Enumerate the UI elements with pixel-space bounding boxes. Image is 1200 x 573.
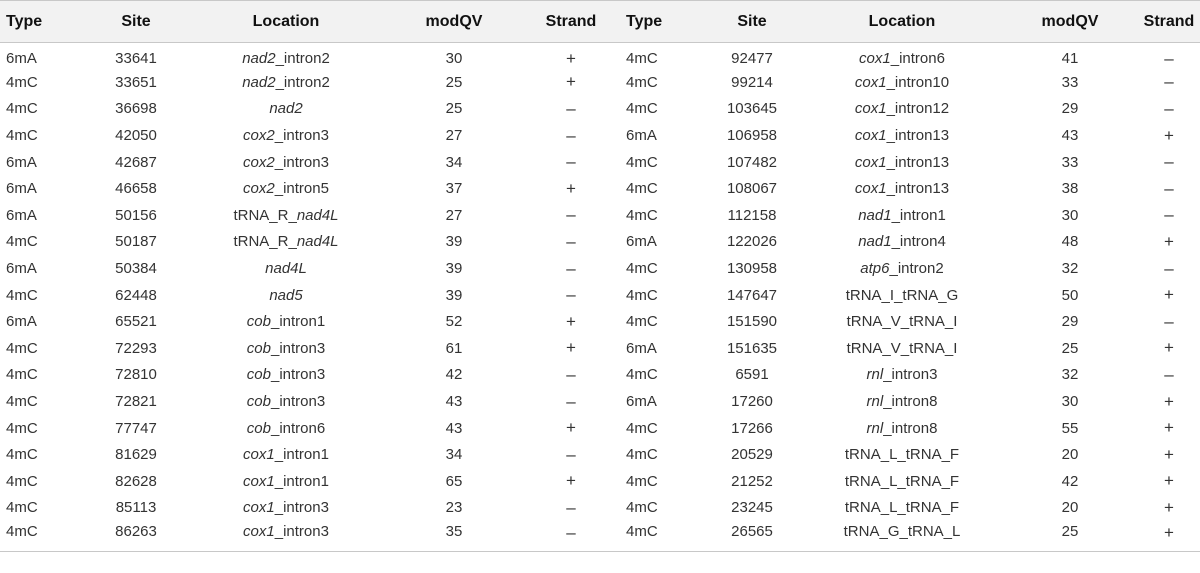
location-prefix: tRNA_V_tRNA_I: [846, 313, 958, 331]
cell-modqv: 30: [445, 50, 463, 68]
table-row: [0, 415, 1200, 442]
cell-strand: –: [1164, 98, 1174, 118]
location-gene: rnl: [866, 419, 884, 437]
location-suffix: _intron6: [890, 50, 945, 68]
cell-location: [802, 229, 1002, 256]
cell-site: 50384: [115, 260, 157, 278]
cell-modqv: 39: [445, 233, 463, 251]
cell-site: 72821: [115, 393, 157, 411]
cell-location: [802, 282, 1002, 309]
cell-type: 4mC: [6, 100, 38, 118]
cell-strand: +: [566, 72, 576, 92]
location-gene: cox1: [854, 100, 887, 118]
cell-strand: –: [1164, 364, 1174, 384]
cell-modqv: 33: [1061, 73, 1079, 91]
cell-modqv: 55: [1061, 419, 1079, 437]
cell-modqv: 25: [445, 100, 463, 118]
location-suffix: _intron10: [886, 73, 950, 91]
cell-strand: +: [1138, 521, 1200, 551]
cell-site: 21252: [731, 472, 773, 490]
cell-type: 4mC: [6, 393, 38, 411]
table-row: [0, 122, 1200, 149]
cell-type: 4mC: [626, 286, 658, 304]
cell-location: [186, 122, 386, 149]
cell-site: 77747: [115, 419, 157, 437]
cell-modqv: 34: [445, 153, 463, 171]
location-gene: nad1: [858, 206, 892, 224]
cell-location: [186, 441, 386, 468]
cell-modqv: 35: [386, 521, 522, 551]
location-suffix: _intron1: [270, 313, 326, 331]
cell-type: 4mC: [6, 339, 38, 357]
cell-type: 4mC: [6, 233, 38, 251]
cell-type: 4mC: [626, 206, 658, 224]
table-row: [0, 521, 1200, 551]
cell-modqv: 29: [1061, 100, 1079, 118]
column-header-site: Site: [702, 1, 802, 43]
table-row: [0, 96, 1200, 123]
cell-location: [802, 441, 1002, 468]
cell-modqv: 23: [445, 499, 463, 517]
location-gene: cox2: [243, 127, 275, 145]
table-row: [0, 495, 1200, 522]
location-gene: cob: [246, 313, 271, 331]
cell-site: 81629: [115, 446, 157, 464]
cell-strand: +: [566, 338, 576, 358]
cell-strand: –: [1164, 72, 1174, 92]
cell-site: 33641: [115, 50, 157, 68]
location-suffix: _intron1: [274, 472, 329, 490]
cell-modqv: 27: [445, 206, 463, 224]
cell-site: 86263: [86, 521, 186, 551]
location-gene: rnl: [866, 393, 884, 411]
cell-strand: –: [1164, 152, 1174, 172]
location-gene: cox1: [854, 73, 887, 91]
cell-strand: –: [1164, 178, 1174, 198]
location-prefix: tRNA_I_tRNA_G: [845, 286, 959, 304]
cell-modqv: 25: [445, 73, 463, 91]
cell-type: 4mC: [626, 313, 658, 331]
cell-modqv: 37: [445, 180, 463, 198]
location-suffix: _intron8: [883, 393, 938, 411]
cell-type: 4mC: [6, 419, 38, 437]
cell-strand: +: [566, 418, 576, 438]
cell-strand: –: [566, 125, 576, 145]
cell-type: 4mC: [626, 73, 658, 91]
cell-location: [802, 495, 1002, 522]
cell-site: 92477: [731, 50, 773, 68]
location-suffix: _intron12: [886, 100, 950, 118]
location-suffix: _intron1: [891, 206, 946, 224]
cell-strand: –: [566, 444, 576, 464]
cell-modqv: 32: [1061, 366, 1079, 384]
cell-site: 6591: [735, 366, 769, 384]
cell-location: [186, 362, 386, 389]
cell-strand: +: [1164, 418, 1174, 438]
cell-type: 6mA: [6, 180, 37, 198]
cell-modqv: 32: [1061, 260, 1079, 278]
table-row: [0, 362, 1200, 389]
cell-location: [802, 521, 1002, 551]
cell-type: 4mC: [6, 127, 38, 145]
location-gene: cox1: [243, 499, 275, 517]
location-prefix: tRNA_L_tRNA_F: [844, 499, 960, 517]
cell-location: [802, 43, 1002, 70]
cell-strand: +: [566, 48, 576, 68]
location-suffix: _intron13: [886, 153, 950, 171]
cell-modqv: 25: [1002, 521, 1138, 551]
cell-type: 4mC: [6, 73, 38, 91]
cell-modqv: 42: [445, 366, 463, 384]
cell-location: [802, 96, 1002, 123]
cell-type: 4mC: [626, 499, 658, 517]
cell-strand: +: [1164, 391, 1174, 411]
column-header-strand: Strand: [1138, 1, 1200, 43]
table-body: [0, 43, 1200, 552]
cell-site: 72810: [115, 366, 157, 384]
table-row: [0, 441, 1200, 468]
location-suffix: _intron13: [886, 180, 950, 198]
column-header-strand: Strand: [522, 1, 620, 43]
cell-type: 4mC: [626, 366, 658, 384]
cell-site: 112158: [727, 206, 777, 224]
cell-strand: +: [1164, 285, 1174, 305]
cell-type: 6mA: [6, 206, 37, 224]
column-header-modqv: modQV: [1002, 1, 1138, 43]
cell-site: 20529: [731, 446, 773, 464]
location-gene: cox1: [854, 153, 887, 171]
cell-site: 26565: [702, 521, 802, 551]
cell-strand: +: [1164, 444, 1174, 464]
cell-location: [802, 122, 1002, 149]
cell-type: 4mC: [6, 472, 38, 490]
cell-type: 4mC: [626, 153, 658, 171]
cell-modqv: 48: [1061, 233, 1079, 251]
cell-strand: –: [566, 364, 576, 384]
cell-location: [802, 335, 1002, 362]
cell-site: 17260: [731, 393, 773, 411]
cell-location: [802, 468, 1002, 495]
cell-location: [802, 175, 1002, 202]
cell-type: 4mC: [626, 100, 658, 118]
location-gene: cox2: [243, 153, 275, 171]
cell-type: 4mC: [626, 419, 658, 437]
cell-site: 82628: [115, 472, 157, 490]
cell-modqv: 41: [1061, 50, 1079, 68]
location-prefix: tRNA_R_: [233, 206, 297, 224]
location-prefix: tRNA_L_tRNA_F: [844, 472, 960, 490]
cell-site: 151635: [726, 339, 778, 357]
location-suffix: _intron1: [274, 446, 329, 464]
cell-site: 107482: [726, 153, 778, 171]
location-gene: cox1: [854, 127, 887, 145]
cell-location: [802, 415, 1002, 442]
cell-site: 122026: [726, 233, 778, 251]
cell-location: [186, 282, 386, 309]
table-row: [0, 335, 1200, 362]
cell-type: 4mC: [6, 499, 38, 517]
location-suffix: _intron3: [274, 127, 329, 145]
cell-location: [186, 175, 386, 202]
cell-strand: +: [1164, 231, 1174, 251]
location-gene: cob: [246, 419, 271, 437]
cell-modqv: 65: [445, 472, 463, 490]
cell-strand: +: [566, 311, 576, 331]
cell-strand: –: [566, 231, 576, 251]
cell-type: 4mC: [620, 521, 702, 551]
location-gene: nad4L: [265, 260, 307, 278]
cell-location: [802, 388, 1002, 415]
cell-strand: –: [1164, 205, 1174, 225]
cell-type: 4mC: [626, 472, 658, 490]
cell-strand: –: [566, 497, 576, 517]
cell-site: 50156: [115, 206, 157, 224]
cell-strand: –: [566, 98, 576, 118]
cell-site: 72293: [115, 339, 157, 357]
cell-location: [186, 255, 386, 282]
cell-modqv: 20: [1061, 446, 1079, 464]
cell-type: 6mA: [626, 127, 657, 145]
column-header-location: Location: [802, 1, 1002, 43]
location-suffix: _intron3: [270, 393, 326, 411]
cell-modqv: 30: [1061, 393, 1079, 411]
header-row: [0, 1, 1200, 43]
cell-type: 4mC: [626, 180, 658, 198]
column-header-type: Type: [0, 1, 86, 43]
cell-strand: –: [1164, 311, 1174, 331]
cell-type: 6mA: [626, 233, 657, 251]
cell-modqv: 43: [1061, 127, 1079, 145]
cell-type: 4mC: [626, 446, 658, 464]
column-header-type: Type: [620, 1, 702, 43]
cell-type: 4mC: [6, 286, 38, 304]
cell-modqv: 27: [445, 127, 463, 145]
cell-type: 4mC: [6, 446, 38, 464]
cell-location: [186, 308, 386, 335]
location-gene: cox1: [859, 50, 891, 68]
location-prefix: tRNA_V_tRNA_I: [846, 339, 958, 357]
cell-strand: –: [566, 152, 576, 172]
cell-site: 17266: [731, 419, 773, 437]
cell-type: 6mA: [6, 313, 37, 331]
location-gene: cox2: [243, 180, 275, 198]
location-prefix: tRNA_L_tRNA_F: [844, 446, 960, 464]
location-suffix: _intron5: [274, 180, 329, 198]
cell-modqv: 43: [445, 419, 463, 437]
cell-type: 4mC: [6, 366, 38, 384]
cell-site: 147647: [726, 286, 778, 304]
cell-strand: +: [566, 178, 576, 198]
cell-site: 103645: [726, 100, 778, 118]
cell-site: 108067: [726, 180, 778, 198]
location-suffix: _intron2: [275, 50, 330, 68]
cell-type: 6mA: [626, 393, 657, 411]
cell-strand: –: [522, 521, 620, 551]
location-gene: atp6: [860, 260, 890, 278]
cell-location: [802, 308, 1002, 335]
table-row: [0, 202, 1200, 229]
location-suffix: _intron4: [891, 233, 946, 251]
cell-strand: –: [566, 285, 576, 305]
location-suffix: _intron13: [886, 127, 950, 145]
location-gene: cob: [246, 393, 271, 411]
table-row: [0, 149, 1200, 176]
location-gene: nad2: [269, 100, 303, 118]
cell-type: 6mA: [626, 339, 657, 357]
location-suffix: _intron8: [883, 419, 938, 437]
cell-strand: –: [1164, 258, 1174, 278]
cell-strand: +: [1164, 497, 1174, 517]
column-header-site: Site: [86, 1, 186, 43]
location-gene: cob: [246, 366, 271, 384]
cell-modqv: 33: [1061, 153, 1079, 171]
cell-type: 6mA: [6, 50, 37, 68]
cell-strand: –: [566, 391, 576, 411]
cell-modqv: 38: [1061, 180, 1079, 198]
table-row: [0, 69, 1200, 96]
cell-modqv: 43: [445, 393, 463, 411]
cell-location: [186, 415, 386, 442]
cell-modqv: 39: [445, 260, 463, 278]
cell-location: [186, 335, 386, 362]
cell-strand: +: [1164, 125, 1174, 145]
table-row: [0, 43, 1200, 70]
cell-location: [186, 229, 386, 256]
cell-site: 130958: [726, 260, 778, 278]
cell-site: 42687: [115, 153, 157, 171]
cell-location: [186, 149, 386, 176]
cell-site: 99214: [731, 73, 773, 91]
table-row: [0, 255, 1200, 282]
cell-strand: –: [566, 205, 576, 225]
cell-site: 33651: [115, 73, 157, 91]
cell-modqv: 39: [445, 286, 463, 304]
location-suffix: _intron3: [274, 153, 329, 171]
cell-modqv: 61: [445, 339, 463, 357]
cell-type: 6mA: [6, 260, 37, 278]
location-gene: rnl: [866, 366, 884, 384]
cell-location: [186, 495, 386, 522]
cell-location: [802, 255, 1002, 282]
cell-strand: +: [566, 471, 576, 491]
table-row: [0, 388, 1200, 415]
column-header-location: Location: [186, 1, 386, 43]
location-suffix: _intron2: [889, 260, 944, 278]
cell-modqv: 30: [1061, 206, 1079, 224]
location-prefix: tRNA_R_: [233, 233, 297, 251]
location-gene: cox1: [854, 180, 887, 198]
cell-location: [186, 96, 386, 123]
cell-location: [186, 468, 386, 495]
location-suffix: _intron3: [883, 366, 938, 384]
location-gene: cob: [246, 339, 271, 357]
cell-location: [186, 69, 386, 96]
cell-site: 46658: [115, 180, 157, 198]
cell-type: 4mC: [626, 50, 658, 68]
location-gene: nad2: [242, 73, 276, 91]
location-gene: nad2: [242, 50, 276, 68]
cell-strand: +: [1164, 471, 1174, 491]
cell-type: 4mC: [626, 260, 658, 278]
cell-modqv: 52: [445, 313, 463, 331]
cell-location: [186, 202, 386, 229]
location-suffix: _intron3: [270, 366, 326, 384]
cell-strand: –: [1164, 48, 1174, 68]
cell-site: 23245: [731, 499, 773, 517]
cell-location: [186, 388, 386, 415]
table-row: [0, 308, 1200, 335]
location-gene: nad4L: [296, 206, 339, 224]
cell-modqv: 34: [445, 446, 463, 464]
cell-location: [186, 521, 386, 551]
cell-site: 106958: [726, 127, 778, 145]
location-gene: cox1: [243, 523, 275, 541]
cell-modqv: 20: [1061, 499, 1079, 517]
cell-modqv: 25: [1061, 339, 1079, 357]
location-suffix: _intron6: [270, 419, 326, 437]
location-gene: nad5: [269, 286, 303, 304]
cell-strand: +: [1164, 338, 1174, 358]
cell-location: [802, 202, 1002, 229]
location-prefix: tRNA_G_tRNA_L: [843, 523, 961, 541]
column-header-modqv: modQV: [386, 1, 522, 43]
cell-location: [802, 149, 1002, 176]
cell-strand: –: [566, 258, 576, 278]
table-row: [0, 282, 1200, 309]
cell-modqv: 42: [1061, 472, 1079, 490]
cell-site: 42050: [115, 127, 157, 145]
location-gene: cox1: [243, 446, 275, 464]
cell-site: 85113: [115, 499, 157, 517]
table-row: [0, 468, 1200, 495]
location-gene: nad4L: [296, 233, 339, 251]
location-suffix: _intron3: [270, 339, 326, 357]
cell-site: 50187: [115, 233, 157, 251]
cell-site: 151590: [726, 313, 778, 331]
cell-type: 6mA: [6, 153, 37, 171]
cell-location: [802, 69, 1002, 96]
cell-type: 4mC: [0, 521, 86, 551]
cell-site: 36698: [115, 100, 157, 118]
cell-modqv: 29: [1061, 313, 1079, 331]
cell-site: 62448: [115, 286, 157, 304]
location-suffix: _intron3: [274, 523, 329, 541]
location-suffix: _intron2: [275, 73, 330, 91]
cell-location: [186, 43, 386, 70]
cell-modqv: 50: [1061, 286, 1079, 304]
cell-site: 65521: [115, 313, 157, 331]
location-suffix: _intron3: [274, 499, 329, 517]
table-row: [0, 229, 1200, 256]
table-row: [0, 175, 1200, 202]
cell-location: [802, 362, 1002, 389]
location-gene: cox1: [243, 472, 275, 490]
location-gene: nad1: [858, 233, 892, 251]
